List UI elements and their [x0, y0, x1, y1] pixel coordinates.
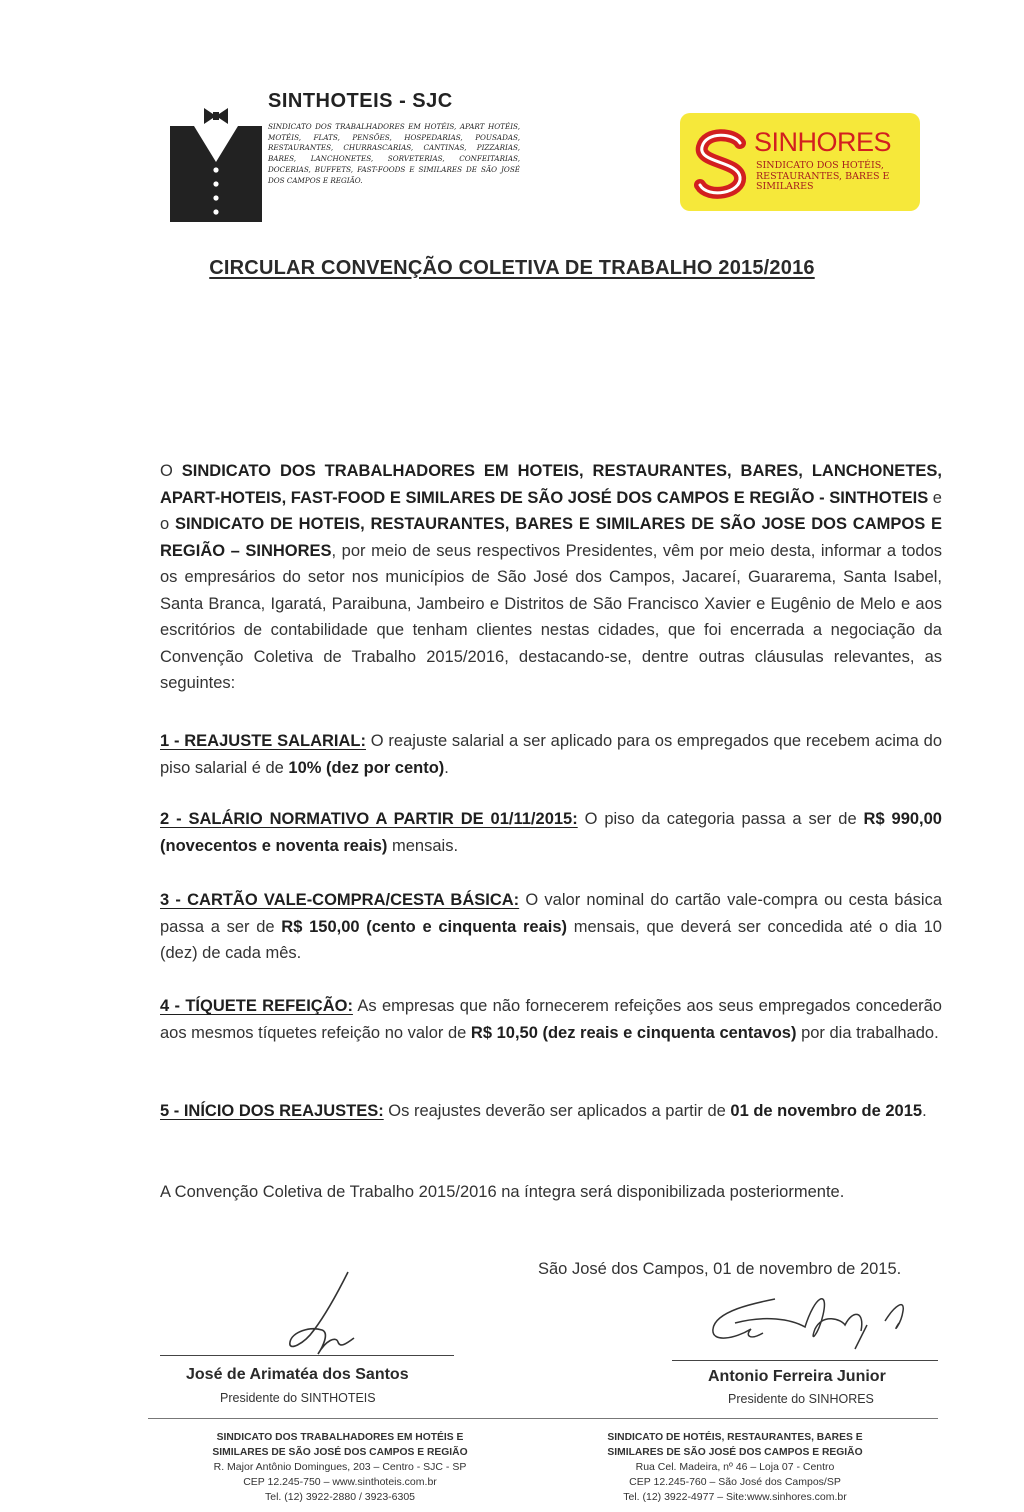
footer-sinhores: [580, 1430, 890, 1505]
clause-5: [160, 1098, 942, 1125]
footer-left-phone: Tel. (12) 3922-2880 / 3923-6305: [264, 1491, 416, 1503]
intro-rest: , por meio de seus respectivos Presidentes, vêm por meio desta, informar a todos os empresários do setor nos municípios de São José dos Campos, Jacareí, Guararema, Santa Isabel, Santa Branca, Igaratá, Paraibuna, Jambeiro e Distritos de São Francisco Xavier e Eugênio de Melo e aos escritórios de contabilidade que tenham clientes nestas cidades, que foi encerrada a negociação da Convenção Coletiva de Trabalho 2015/2016, destacando-se, dentre outras cláusulas relevantes, as seguintes:: [160, 541, 942, 692]
intro-union-2: SINDICATO DE HOTEIS, RESTAURANTES, BARES E SIMILARES DE SÃO JOSE DOS CAMPOS E REGIÃO – SINHORES: [160, 515, 943, 560]
sinhores-s-icon: [694, 129, 748, 199]
intro-lead: O: [160, 462, 182, 480]
intro-union-1: SINDICATO DOS TRABALHADORES EM HOTEIS, RESTAURANTES, BARES, LANCHONETES, APART-HOTEIS, FAST-FOOD E SIMILARES DE SÃO JOSÉ DOS CAMPOS E REGIÃO - SINTHOTEIS: [160, 462, 942, 507]
clause-1-text: O reajuste salarial a ser aplicado para os empregados que recebem acima do piso salarial é de: [160, 732, 942, 777]
signer-1-name: José de Arimatéa dos Santos: [186, 1366, 409, 1383]
footer-right-cep: CEP 12.245-760 – São José dos Campos/SP: [629, 1476, 841, 1488]
clause-4-end: por dia trabalhado.: [796, 1023, 939, 1042]
signature-2-graphic: [705, 1285, 925, 1355]
closing-paragraph: A Convenção Coletiva de Trabalho 2015/2016 na íntegra será disponibilizada posteriormente.: [160, 1183, 845, 1201]
footer-divider: [148, 1418, 938, 1419]
clause-4: [160, 993, 942, 1046]
clause-4-text: As empresas que não fornecerem refeições aos seus empregados concederão aos mesmos tíquetes refeição no valor de: [160, 997, 942, 1042]
clause-5-end: .: [922, 1102, 927, 1120]
clause-1-value: 10% (dez por cento): [288, 758, 445, 777]
clause-3-label: 3 - CARTÃO VALE-COMPRA/CESTA BÁSICA:: [160, 891, 520, 909]
clause-2-text: O piso da categoria passa a ser de: [577, 810, 864, 828]
title-text: CIRCULAR CONVENÇÃO COLETIVA DE TRABALHO 2015/2016: [209, 257, 815, 279]
footer-right-head-1: SINDICATO DE HOTÉIS, RESTAURANTES, BARES E: [607, 1432, 863, 1443]
footer-left-head-1: SINDICATO DOS TRABALHADORES EM HOTÉIS E: [216, 1432, 464, 1443]
footer-left-head-2: SIMILARES DE SÃO JOSÉ DOS CAMPOS E REGIÃO: [212, 1447, 468, 1458]
clause-2-value: R$ 990,00 (novecentos e noventa reais): [160, 810, 942, 855]
clause-3-value: R$ 150,00 (cento e cinquenta reais): [281, 917, 568, 936]
sinthoteis-title: SINTHOTEIS - SJC: [268, 90, 453, 112]
clause-2-end: mensais.: [387, 836, 459, 855]
clause-3: [160, 887, 942, 967]
signer-2-role: Presidente do SINHORES: [728, 1392, 874, 1406]
clause-3-text: O valor nominal do cartão vale-compra ou cesta básica passa a ser de: [160, 891, 942, 936]
signature-line-1: [160, 1355, 454, 1356]
sinhores-subtitle: SINDICATO DOS HOTÉIS, RESTAURANTES, BARES E SIMILARES: [756, 160, 890, 192]
place-date: São José dos Campos, 01 de novembro de 2015.: [538, 1260, 902, 1278]
sinhores-logo: [680, 113, 920, 211]
footer-right-phone: Tel. (12) 3922-4977 – Site:www.sinhores.com.br: [623, 1491, 847, 1503]
sinthoteis-subtitle: SINDICATO DOS TRABALHADORES EM HOTÉIS, APART HOTÉIS, MOTÉIS, FLATS, PENSÕES, HOSPEDARIAS, POUSADAS, RESTAURANTES, CHURRASCARIAS, CANTINAS, PIZZARIAS, BARES, LANCHONETES, SORVETERIAS, CONFEITARIAS, DOCERIAS, BUFFETS, FAST-FOODS E SIMILARES DE SÃO JOSÉ DOS CAMPOS E REGIÃO.: [268, 122, 520, 185]
footer-left-address: R. Major Antônio Domingues, 203 – Centro - SJC - SP: [213, 1461, 467, 1473]
footer-left-cep: CEP 12.245-750 – www.sinthoteis.com.br: [243, 1476, 437, 1488]
clause-4-value: R$ 10,50 (dez reais e cinquenta centavos): [470, 1023, 797, 1042]
signer-2-name: Antonio Ferreira Junior: [708, 1368, 886, 1385]
footer-right-head-2: SIMILARES DE SÃO JOSÉ DOS CAMPOS E REGIÃO: [607, 1447, 863, 1458]
footer-sinthoteis: [180, 1430, 500, 1505]
signature-line-2: [672, 1360, 938, 1361]
document-title: [0, 257, 1024, 280]
intro-mid: e o: [160, 488, 942, 533]
clause-1: [160, 728, 942, 781]
clause-4-label: 4 - TÍQUETE REFEIÇÃO:: [160, 997, 353, 1015]
clause-3-end: mensais, que deverá ser concedida até o dia 10 (dez) de cada mês.: [160, 917, 942, 962]
clause-5-text: Os reajustes deverão ser aplicados a partir de: [383, 1102, 731, 1120]
footer-right-address: Rua Cel. Madeira, nº 46 – Loja 07 - Centro: [635, 1461, 835, 1473]
clause-2: [160, 806, 942, 859]
clause-1-label: 1 - REAJUSTE SALARIAL:: [160, 732, 366, 750]
clause-5-label: 5 - INÍCIO DOS REAJUSTES:: [160, 1102, 384, 1120]
sinhores-name: SINHORES: [754, 127, 892, 157]
signer-1-role: Presidente do SINTHOTEIS: [220, 1391, 376, 1405]
tuxedo-icon: [168, 104, 264, 222]
sinthoteis-logo: [168, 86, 528, 226]
clause-1-end: .: [444, 758, 449, 777]
clause-5-value: 01 de novembro de 2015: [730, 1102, 923, 1120]
clause-2-label: 2 - SALÁRIO NORMATIVO A PARTIR DE 01/11/2015:: [160, 810, 578, 828]
intro-paragraph: [160, 458, 942, 697]
signature-1-graphic: [270, 1268, 380, 1358]
